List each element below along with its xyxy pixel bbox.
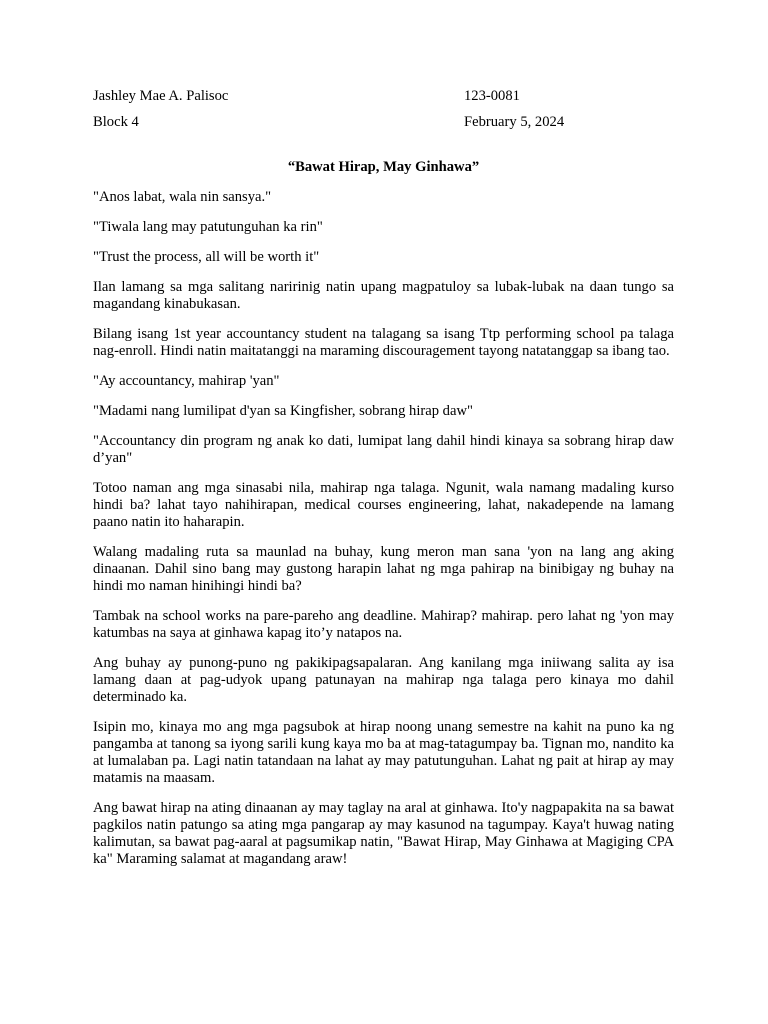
header-row-2 bbox=[93, 112, 674, 138]
quote-3: "Trust the process, all will be worth it" bbox=[93, 249, 320, 265]
paragraph-intro: Ilan lamang sa mga salitang naririnig natin upang magpatuloy sa lubak-lubak na daan tungo sa magandang kinabukasan. bbox=[93, 279, 674, 312]
header-row-1 bbox=[93, 86, 674, 112]
quote-1: "Anos labat, wala nin sansya." bbox=[93, 189, 272, 205]
paragraph-schoolworks: Tambak na school works na pare-pareho ang deadline. Mahirap? mahirap. pero lahat ng 'yon may katumbas na saya at ginhawa kapag ito’y natapos na. bbox=[93, 608, 674, 641]
quote-2: "Tiwala lang may patutunguhan ka rin" bbox=[93, 219, 323, 235]
paragraph-background: Bilang isang 1st year accountancy student na talagang sa isang Ttp performing school pa talaga nag-enroll. Hindi natin maitatanggi na maraming discouragement tayong natatanggap sa ibang tao. bbox=[93, 326, 674, 359]
quote-5: "Madami nang lumilipat d'yan sa Kingfisher, sobrang hirap daw" bbox=[93, 403, 473, 419]
author-name: Jashley Mae A. Palisoc bbox=[93, 88, 229, 104]
document-date: February 5, 2024 bbox=[464, 114, 565, 130]
paragraph-truth: Totoo naman ang mga sinasabi nila, mahirap nga talaga. Ngunit, wala namang madaling kurso hindi ba? lahat tayo nahihirapan, medical courses engineering, lahat, nakadepende na lamang paano natin ito haharapin. bbox=[93, 480, 674, 530]
document-title: “Bawat Hirap, May Ginhawa” bbox=[287, 159, 480, 175]
document-page bbox=[93, 86, 674, 881]
block-label: Block 4 bbox=[93, 114, 139, 130]
paragraph-conclusion: Ang bawat hirap na ating dinaanan ay may taglay na aral at ginhawa. Ito'y nagpapakita na sa bawat pagkilos natin patungo sa ating mga pangarap ay may kasunod na tagumpay. Kaya't huwag nating kalimutan, sa bawat pag-aaral at pagsumikap natin, "Bawat Hirap, May Ginhawa at Magiging CPA ka" Maraming salamat at magandang araw! bbox=[93, 800, 674, 867]
id-number: 123-0081 bbox=[464, 88, 520, 104]
paragraph-route: Walang madaling ruta sa maunlad na buhay, kung meron man sana 'yon na lang ang aking dinaanan. Dahil sino bang may gustong harapin lahat ng mga pahirap na binibigay ng buhay na hindi mo naman hinihingi hindi ba? bbox=[93, 544, 674, 594]
paragraph-reflection: Isipin mo, kinaya mo ang mga pagsubok at hirap noong unang semestre na kahit na puno ka ng pangamba at tanong sa iyong sarili kung kaya mo ba at mag-tatagumpay ba. Tignan mo, nandito ka at lumalaban pa. Lagi natin tatandaan na lahat ay may patutunguhan. Lahat ng pait at hirap ay may matamis na maasam. bbox=[93, 719, 674, 786]
quote-6: "Accountancy din program ng anak ko dati, lumipat lang dahil hindi kinaya sa sobrang hirap daw d’yan" bbox=[93, 433, 674, 466]
paragraph-life: Ang buhay ay punong-puno ng pakikipagsapalaran. Ang kanilang mga iniiwang salita ay isa lamang daan at pag-udyok upang patunayan na mahirap nga talaga pero kinaya mo dahil determinado ka. bbox=[93, 655, 674, 705]
quote-4: "Ay accountancy, mahirap 'yan" bbox=[93, 373, 280, 389]
